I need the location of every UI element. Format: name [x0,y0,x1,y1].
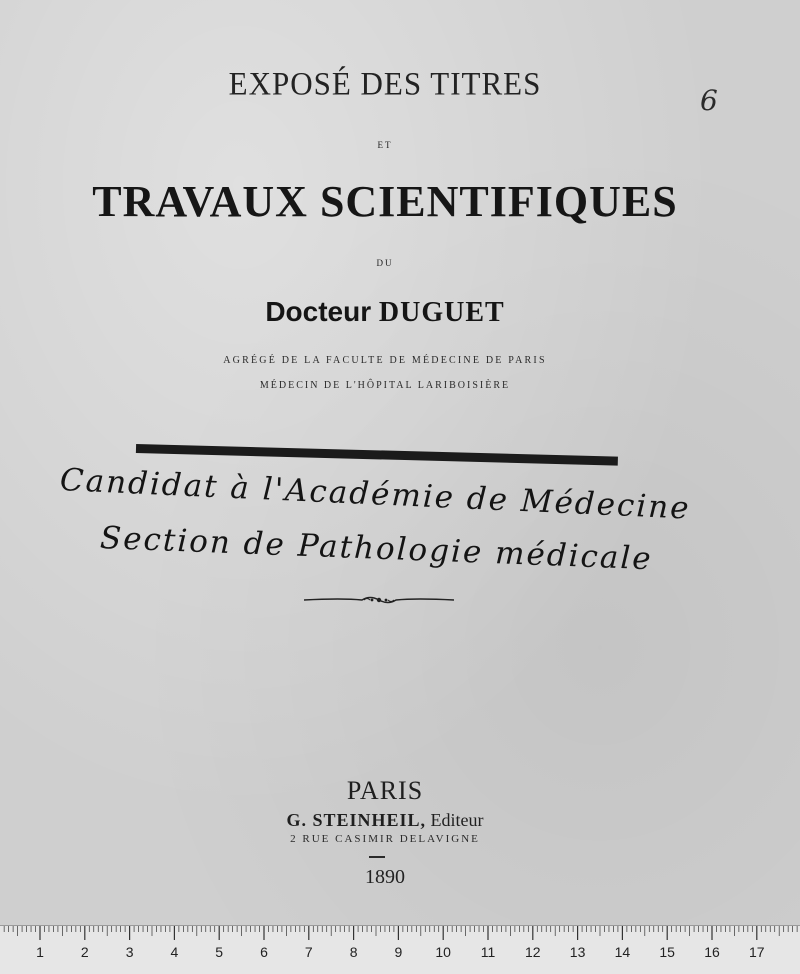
ruler-label: 14 [614,944,631,960]
ruler-label: 8 [349,944,358,960]
title-line-2: TRAVAUX SCIENTIFIQUES [92,177,678,226]
ruler-label: 15 [659,944,675,960]
author-role-2: MÉDECIN DE L'HÔPITAL LARIBOISIÈRE [259,380,511,391]
thick-rule [136,444,618,466]
publisher-address: 2 RUE CASIMIR DELAVIGNE [290,833,480,845]
author-line [0,296,770,329]
handwritten-line-2: Section de Pathologie médicale [99,520,654,578]
title-line-1: EXPOSÉ DES TITRES [228,65,542,102]
author-prefix: Docteur [265,296,372,327]
ruler-label: 12 [525,944,541,960]
ruler-label: 5 [215,944,224,960]
ruler-label: 13 [569,944,586,960]
ruler-label: 16 [704,944,720,960]
ruler-label: 2 [80,944,89,960]
short-dash [369,856,385,858]
measuring-ruler [0,925,800,974]
publisher-role: Editeur [430,810,484,830]
author-name: DUGUET [378,297,505,328]
ruler-label: 17 [749,944,765,960]
publisher-line [0,810,770,831]
author-role-1: AGRÉGÉ DE LA FACULTE DE MÉDECINE DE PARIS [223,355,547,366]
handwritten-page-number: 6 [700,84,718,117]
ruler-label: 6 [260,944,268,960]
ruler-label: 3 [125,944,134,960]
ruler-label: 11 [480,944,496,960]
ruler-label: 9 [394,944,403,960]
title-conjunction: ET [377,140,393,150]
ruler-label: 7 [304,944,313,960]
publication-year: 1890 [365,866,405,888]
ornament-divider [302,592,456,608]
title-preposition: DU [376,258,394,268]
ruler-label: 1 [36,944,44,960]
handwritten-line-1: Candidat à l'Académie de Médecine [59,462,692,527]
publisher-name: G. STEINHEIL, [286,810,427,830]
city: PARIS [346,776,424,805]
ruler-label: 4 [170,944,179,960]
ruler-label: 10 [435,944,451,960]
